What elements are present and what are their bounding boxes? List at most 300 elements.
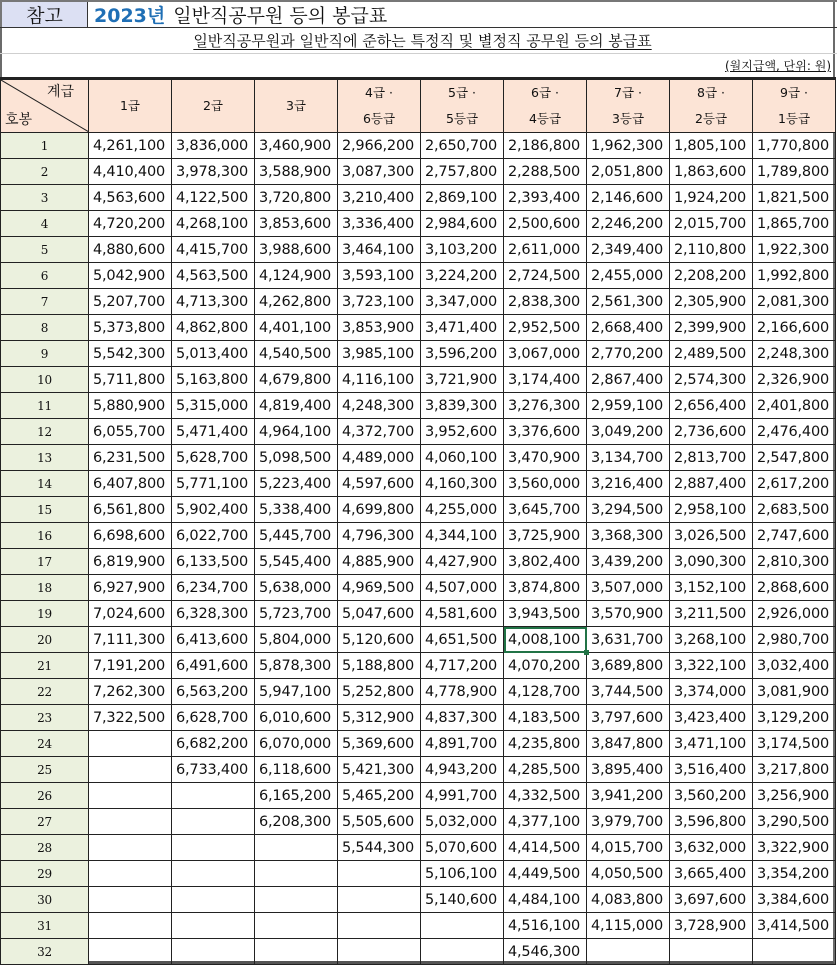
salary-cell[interactable]: 3,470,900 [504,445,587,471]
salary-cell[interactable]: 3,978,300 [172,159,255,185]
salary-cell[interactable]: 2,656,400 [670,393,753,419]
salary-cell[interactable]: 3,943,500 [504,601,587,627]
salary-cell[interactable]: 5,188,800 [338,653,421,679]
salary-cell[interactable] [421,939,504,965]
salary-cell[interactable]: 2,393,400 [504,185,587,211]
salary-cell[interactable]: 7,024,600 [89,601,172,627]
salary-cell[interactable]: 2,399,900 [670,315,753,341]
salary-cell[interactable]: 2,349,400 [587,237,670,263]
salary-cell[interactable]: 3,988,600 [255,237,338,263]
salary-cell[interactable]: 3,560,200 [670,783,753,809]
salary-cell[interactable] [587,939,670,965]
salary-cell[interactable]: 5,140,600 [421,887,504,913]
salary-cell[interactable]: 3,853,900 [338,315,421,341]
step-number-cell[interactable]: 3 [1,185,89,211]
step-number-cell[interactable]: 21 [1,653,89,679]
salary-cell[interactable]: 4,060,100 [421,445,504,471]
salary-cell[interactable]: 3,596,800 [670,809,753,835]
salary-cell[interactable]: 3,081,900 [753,679,836,705]
salary-cell[interactable]: 2,476,400 [753,419,836,445]
salary-cell[interactable]: 2,208,200 [670,263,753,289]
salary-cell[interactable]: 3,376,600 [504,419,587,445]
step-number-cell[interactable]: 6 [1,263,89,289]
salary-cell[interactable] [89,809,172,835]
salary-cell[interactable]: 3,384,600 [753,887,836,913]
salary-cell[interactable]: 3,336,400 [338,211,421,237]
step-number-cell[interactable]: 25 [1,757,89,783]
salary-cell[interactable]: 3,211,500 [670,601,753,627]
salary-cell[interactable]: 3,460,900 [255,133,338,159]
salary-cell[interactable]: 5,505,600 [338,809,421,835]
salary-cell[interactable]: 2,051,800 [587,159,670,185]
salary-cell[interactable]: 5,098,500 [255,445,338,471]
salary-cell[interactable]: 6,561,800 [89,497,172,523]
salary-cell[interactable]: 6,682,200 [172,731,255,757]
step-number-cell[interactable]: 10 [1,367,89,393]
column-header[interactable] [504,79,587,133]
salary-cell[interactable]: 2,547,800 [753,445,836,471]
salary-cell[interactable]: 4,837,300 [421,705,504,731]
salary-cell[interactable]: 4,563,600 [89,185,172,211]
salary-cell[interactable]: 5,545,400 [255,549,338,575]
step-number-cell[interactable]: 1 [1,133,89,159]
salary-cell[interactable]: 4,115,000 [587,913,670,939]
salary-cell[interactable]: 6,628,700 [172,705,255,731]
step-number-cell[interactable]: 4 [1,211,89,237]
salary-cell[interactable] [421,913,504,939]
salary-cell[interactable]: 4,050,500 [587,861,670,887]
salary-cell[interactable]: 3,728,900 [670,913,753,939]
salary-cell[interactable]: 5,544,300 [338,835,421,861]
salary-cell[interactable]: 2,887,400 [670,471,753,497]
salary-cell[interactable]: 4,410,400 [89,159,172,185]
salary-cell[interactable]: 4,597,600 [338,471,421,497]
step-number-cell[interactable]: 12 [1,419,89,445]
salary-cell[interactable]: 2,984,600 [421,211,504,237]
salary-cell[interactable]: 2,500,600 [504,211,587,237]
step-number-cell[interactable]: 8 [1,315,89,341]
salary-cell[interactable]: 3,588,900 [255,159,338,185]
salary-cell[interactable]: 4,720,200 [89,211,172,237]
salary-cell[interactable]: 6,733,400 [172,757,255,783]
unit-row[interactable] [0,54,837,77]
salary-cell[interactable]: 4,507,000 [421,575,504,601]
salary-cell[interactable]: 4,943,200 [421,757,504,783]
salary-cell[interactable]: 4,540,500 [255,341,338,367]
salary-cell[interactable]: 3,721,900 [421,367,504,393]
salary-cell[interactable]: 4,891,700 [421,731,504,757]
salary-cell[interactable]: 5,207,700 [89,289,172,315]
step-number-cell[interactable]: 27 [1,809,89,835]
salary-cell[interactable]: 3,802,400 [504,549,587,575]
step-number-cell[interactable]: 15 [1,497,89,523]
salary-cell[interactable]: 6,118,600 [255,757,338,783]
step-number-cell[interactable]: 22 [1,679,89,705]
salary-cell[interactable]: 4,401,100 [255,315,338,341]
fill-handle[interactable] [584,650,589,655]
salary-cell[interactable]: 6,208,300 [255,809,338,835]
salary-cell[interactable] [172,809,255,835]
salary-cell[interactable] [172,835,255,861]
salary-cell[interactable] [89,887,172,913]
salary-cell[interactable]: 6,022,700 [172,523,255,549]
salary-cell[interactable]: 4,414,500 [504,835,587,861]
salary-cell[interactable]: 3,256,900 [753,783,836,809]
salary-cell[interactable]: 3,087,300 [338,159,421,185]
salary-cell[interactable]: 3,593,100 [338,263,421,289]
salary-cell[interactable]: 3,224,200 [421,263,504,289]
salary-cell[interactable]: 3,439,200 [587,549,670,575]
salary-cell[interactable]: 3,032,400 [753,653,836,679]
step-number-cell[interactable]: 32 [1,939,89,965]
step-number-cell[interactable]: 20 [1,627,89,653]
salary-cell[interactable]: 3,895,400 [587,757,670,783]
step-number-cell[interactable]: 31 [1,913,89,939]
salary-cell[interactable]: 7,111,300 [89,627,172,653]
salary-cell[interactable]: 2,959,100 [587,393,670,419]
salary-cell[interactable]: 4,969,500 [338,575,421,601]
salary-cell[interactable]: 2,617,200 [753,471,836,497]
salary-cell[interactable]: 3,090,300 [670,549,753,575]
salary-cell[interactable]: 3,134,700 [587,445,670,471]
salary-cell[interactable]: 5,252,800 [338,679,421,705]
salary-cell[interactable]: 7,262,300 [89,679,172,705]
step-number-cell[interactable]: 28 [1,835,89,861]
selected-salary-cell[interactable]: 4,008,100 [504,627,587,653]
salary-cell[interactable]: 5,070,600 [421,835,504,861]
salary-cell[interactable]: 3,839,300 [421,393,504,419]
salary-cell[interactable]: 3,697,600 [670,887,753,913]
salary-cell[interactable] [255,887,338,913]
salary-cell[interactable]: 4,083,800 [587,887,670,913]
salary-cell[interactable]: 1,962,300 [587,133,670,159]
column-header[interactable] [421,79,504,133]
salary-cell[interactable]: 3,507,000 [587,575,670,601]
salary-cell[interactable]: 3,174,500 [753,731,836,757]
salary-cell[interactable]: 6,055,700 [89,419,172,445]
salary-cell[interactable]: 1,805,100 [670,133,753,159]
salary-cell[interactable]: 2,611,000 [504,237,587,263]
salary-cell[interactable]: 5,106,100 [421,861,504,887]
salary-cell[interactable]: 2,966,200 [338,133,421,159]
step-number-cell[interactable]: 11 [1,393,89,419]
salary-cell[interactable]: 4,332,500 [504,783,587,809]
salary-cell[interactable]: 4,449,500 [504,861,587,887]
salary-cell[interactable]: 4,880,600 [89,237,172,263]
column-header[interactable] [587,79,670,133]
salary-cell[interactable]: 2,869,100 [421,185,504,211]
salary-cell[interactable]: 5,445,700 [255,523,338,549]
salary-cell[interactable]: 2,813,700 [670,445,753,471]
salary-cell[interactable]: 2,288,500 [504,159,587,185]
salary-cell[interactable]: 6,698,600 [89,523,172,549]
salary-cell[interactable] [172,939,255,965]
reference-label-cell[interactable]: 참고 [0,2,88,27]
salary-cell[interactable]: 1,865,700 [753,211,836,237]
salary-cell[interactable]: 2,810,300 [753,549,836,575]
salary-cell[interactable]: 2,926,000 [753,601,836,627]
salary-cell[interactable]: 4,124,900 [255,263,338,289]
salary-cell[interactable]: 5,723,700 [255,601,338,627]
salary-cell[interactable]: 4,183,500 [504,705,587,731]
salary-cell[interactable]: 4,015,700 [587,835,670,861]
salary-cell[interactable] [172,887,255,913]
salary-cell[interactable]: 2,757,800 [421,159,504,185]
salary-cell[interactable]: 2,736,600 [670,419,753,445]
salary-cell[interactable]: 3,290,500 [753,809,836,835]
salary-cell[interactable]: 6,491,600 [172,653,255,679]
salary-cell[interactable]: 3,665,400 [670,861,753,887]
salary-cell[interactable]: 1,924,200 [670,185,753,211]
salary-cell[interactable]: 2,668,400 [587,315,670,341]
salary-cell[interactable]: 1,992,800 [753,263,836,289]
salary-cell[interactable]: 2,186,800 [504,133,587,159]
salary-cell[interactable] [753,939,836,965]
salary-cell[interactable]: 3,276,300 [504,393,587,419]
salary-cell[interactable] [255,835,338,861]
salary-cell[interactable]: 4,717,200 [421,653,504,679]
salary-cell[interactable]: 3,374,000 [670,679,753,705]
salary-cell[interactable]: 3,471,100 [670,731,753,757]
column-header[interactable] [670,79,753,133]
salary-cell[interactable] [255,861,338,887]
salary-cell[interactable]: 3,874,800 [504,575,587,601]
salary-cell[interactable]: 4,372,700 [338,419,421,445]
salary-cell[interactable]: 4,415,700 [172,237,255,263]
salary-cell[interactable]: 4,122,500 [172,185,255,211]
salary-cell[interactable]: 2,770,200 [587,341,670,367]
salary-cell[interactable]: 5,315,000 [172,393,255,419]
salary-cell[interactable] [89,757,172,783]
salary-cell[interactable]: 3,067,000 [504,341,587,367]
salary-cell[interactable]: 5,465,200 [338,783,421,809]
salary-cell[interactable]: 2,952,500 [504,315,587,341]
salary-cell[interactable]: 3,347,000 [421,289,504,315]
salary-cell[interactable]: 4,427,900 [421,549,504,575]
salary-cell[interactable]: 3,268,100 [670,627,753,653]
salary-cell[interactable]: 3,103,200 [421,237,504,263]
salary-cell[interactable]: 3,560,000 [504,471,587,497]
salary-cell[interactable]: 5,947,100 [255,679,338,705]
salary-cell[interactable]: 3,210,400 [338,185,421,211]
salary-cell[interactable]: 5,638,000 [255,575,338,601]
salary-cell[interactable]: 2,561,300 [587,289,670,315]
salary-cell[interactable] [172,861,255,887]
salary-cell[interactable]: 3,423,400 [670,705,753,731]
salary-cell[interactable]: 3,174,400 [504,367,587,393]
salary-cell[interactable]: 3,152,100 [670,575,753,601]
salary-cell[interactable] [89,783,172,809]
column-header[interactable] [172,79,255,133]
salary-cell[interactable]: 3,853,600 [255,211,338,237]
salary-cell[interactable]: 2,326,900 [753,367,836,393]
salary-cell[interactable]: 4,699,800 [338,497,421,523]
salary-cell[interactable]: 5,421,300 [338,757,421,783]
column-header[interactable] [89,79,172,133]
step-number-cell[interactable]: 19 [1,601,89,627]
salary-cell[interactable]: 1,789,800 [753,159,836,185]
salary-cell[interactable]: 3,471,400 [421,315,504,341]
salary-cell[interactable]: 6,133,500 [172,549,255,575]
salary-cell[interactable]: 5,338,400 [255,497,338,523]
salary-cell[interactable]: 5,542,300 [89,341,172,367]
salary-cell[interactable]: 2,867,400 [587,367,670,393]
salary-cell[interactable]: 4,679,800 [255,367,338,393]
salary-cell[interactable]: 5,711,800 [89,367,172,393]
salary-cell[interactable]: 6,165,200 [255,783,338,809]
salary-cell[interactable]: 4,377,100 [504,809,587,835]
salary-cell[interactable]: 5,878,300 [255,653,338,679]
salary-cell[interactable]: 6,234,700 [172,575,255,601]
salary-cell[interactable]: 2,015,700 [670,211,753,237]
salary-cell[interactable]: 4,116,100 [338,367,421,393]
step-number-cell[interactable]: 30 [1,887,89,913]
salary-cell[interactable]: 6,231,500 [89,445,172,471]
salary-cell[interactable]: 2,574,300 [670,367,753,393]
salary-cell[interactable]: 5,369,600 [338,731,421,757]
step-number-cell[interactable]: 14 [1,471,89,497]
salary-cell[interactable]: 4,796,300 [338,523,421,549]
salary-cell[interactable]: 1,770,800 [753,133,836,159]
salary-cell[interactable]: 4,128,700 [504,679,587,705]
salary-cell[interactable]: 3,979,700 [587,809,670,835]
step-number-cell[interactable]: 7 [1,289,89,315]
salary-cell[interactable]: 4,285,500 [504,757,587,783]
page-title[interactable] [88,2,387,27]
salary-cell[interactable]: 3,645,700 [504,497,587,523]
salary-cell[interactable]: 6,927,900 [89,575,172,601]
salary-cell[interactable]: 4,262,800 [255,289,338,315]
corner-header-cell[interactable] [1,79,89,133]
salary-cell[interactable]: 6,070,000 [255,731,338,757]
salary-cell[interactable]: 5,880,900 [89,393,172,419]
salary-cell[interactable] [89,731,172,757]
salary-cell[interactable]: 4,255,000 [421,497,504,523]
salary-cell[interactable]: 3,354,200 [753,861,836,887]
salary-cell[interactable]: 3,985,100 [338,341,421,367]
salary-cell[interactable]: 4,651,500 [421,627,504,653]
salary-cell[interactable]: 4,819,400 [255,393,338,419]
salary-cell[interactable] [255,913,338,939]
subtitle-row[interactable] [0,28,837,54]
salary-cell[interactable]: 5,120,600 [338,627,421,653]
salary-cell[interactable] [338,861,421,887]
salary-cell[interactable]: 6,413,600 [172,627,255,653]
salary-cell[interactable]: 1,821,500 [753,185,836,211]
salary-cell[interactable]: 3,049,200 [587,419,670,445]
step-number-cell[interactable]: 2 [1,159,89,185]
salary-cell[interactable]: 2,724,500 [504,263,587,289]
salary-cell[interactable]: 3,689,800 [587,653,670,679]
salary-cell[interactable]: 5,013,400 [172,341,255,367]
salary-cell[interactable]: 2,081,300 [753,289,836,315]
salary-cell[interactable]: 4,516,100 [504,913,587,939]
salary-cell[interactable]: 4,235,800 [504,731,587,757]
salary-cell[interactable]: 2,248,300 [753,341,836,367]
salary-cell[interactable]: 4,713,300 [172,289,255,315]
salary-cell[interactable]: 6,010,600 [255,705,338,731]
salary-cell[interactable]: 3,368,300 [587,523,670,549]
salary-cell[interactable]: 3,744,500 [587,679,670,705]
salary-cell[interactable]: 6,563,200 [172,679,255,705]
salary-cell[interactable] [338,913,421,939]
salary-cell[interactable]: 4,344,100 [421,523,504,549]
step-number-cell[interactable]: 9 [1,341,89,367]
salary-cell[interactable]: 4,885,900 [338,549,421,575]
salary-cell[interactable]: 3,941,200 [587,783,670,809]
salary-cell[interactable]: 4,964,100 [255,419,338,445]
salary-cell[interactable]: 5,032,000 [421,809,504,835]
salary-cell[interactable]: 5,628,700 [172,445,255,471]
salary-cell[interactable]: 5,373,800 [89,315,172,341]
salary-cell[interactable]: 2,650,700 [421,133,504,159]
column-header[interactable] [255,79,338,133]
salary-cell[interactable]: 5,223,400 [255,471,338,497]
salary-cell[interactable]: 2,401,800 [753,393,836,419]
salary-cell[interactable]: 7,191,200 [89,653,172,679]
step-number-cell[interactable]: 13 [1,445,89,471]
salary-cell[interactable]: 2,683,500 [753,497,836,523]
salary-cell[interactable]: 3,632,000 [670,835,753,861]
salary-cell[interactable]: 4,484,100 [504,887,587,913]
salary-cell[interactable]: 2,489,500 [670,341,753,367]
salary-cell[interactable]: 3,414,500 [753,913,836,939]
salary-cell[interactable] [172,783,255,809]
salary-cell[interactable]: 3,725,900 [504,523,587,549]
salary-cell[interactable] [338,887,421,913]
salary-cell[interactable]: 2,980,700 [753,627,836,653]
salary-cell[interactable]: 3,952,600 [421,419,504,445]
salary-cell[interactable]: 4,268,100 [172,211,255,237]
salary-cell[interactable]: 2,146,600 [587,185,670,211]
salary-cell[interactable]: 3,836,000 [172,133,255,159]
salary-cell[interactable]: 2,166,600 [753,315,836,341]
salary-cell[interactable]: 4,160,300 [421,471,504,497]
salary-cell[interactable]: 4,991,700 [421,783,504,809]
salary-cell[interactable]: 3,720,800 [255,185,338,211]
step-number-cell[interactable]: 17 [1,549,89,575]
salary-cell[interactable]: 2,958,100 [670,497,753,523]
salary-cell[interactable]: 3,217,800 [753,757,836,783]
salary-cell[interactable]: 2,868,600 [753,575,836,601]
salary-cell[interactable]: 4,778,900 [421,679,504,705]
salary-cell[interactable]: 3,216,400 [587,471,670,497]
salary-cell[interactable]: 2,305,900 [670,289,753,315]
salary-cell[interactable]: 3,847,800 [587,731,670,757]
salary-cell[interactable]: 7,322,500 [89,705,172,731]
salary-cell[interactable]: 5,771,100 [172,471,255,497]
salary-cell[interactable]: 2,455,000 [587,263,670,289]
salary-cell[interactable]: 2,747,600 [753,523,836,549]
salary-cell[interactable]: 4,581,600 [421,601,504,627]
salary-cell[interactable]: 3,294,500 [587,497,670,523]
salary-cell[interactable]: 5,804,000 [255,627,338,653]
salary-cell[interactable]: 2,110,800 [670,237,753,263]
salary-cell[interactable]: 1,863,600 [670,159,753,185]
salary-cell[interactable]: 3,516,400 [670,757,753,783]
salary-cell[interactable]: 4,070,200 [504,653,587,679]
step-number-cell[interactable]: 24 [1,731,89,757]
salary-cell[interactable]: 5,312,900 [338,705,421,731]
salary-cell[interactable]: 3,570,900 [587,601,670,627]
salary-cell[interactable] [670,939,753,965]
salary-cell[interactable]: 5,047,600 [338,601,421,627]
salary-cell[interactable] [338,939,421,965]
salary-cell[interactable]: 3,596,200 [421,341,504,367]
salary-cell[interactable]: 6,819,900 [89,549,172,575]
salary-cell[interactable]: 4,489,000 [338,445,421,471]
salary-cell[interactable]: 5,163,800 [172,367,255,393]
